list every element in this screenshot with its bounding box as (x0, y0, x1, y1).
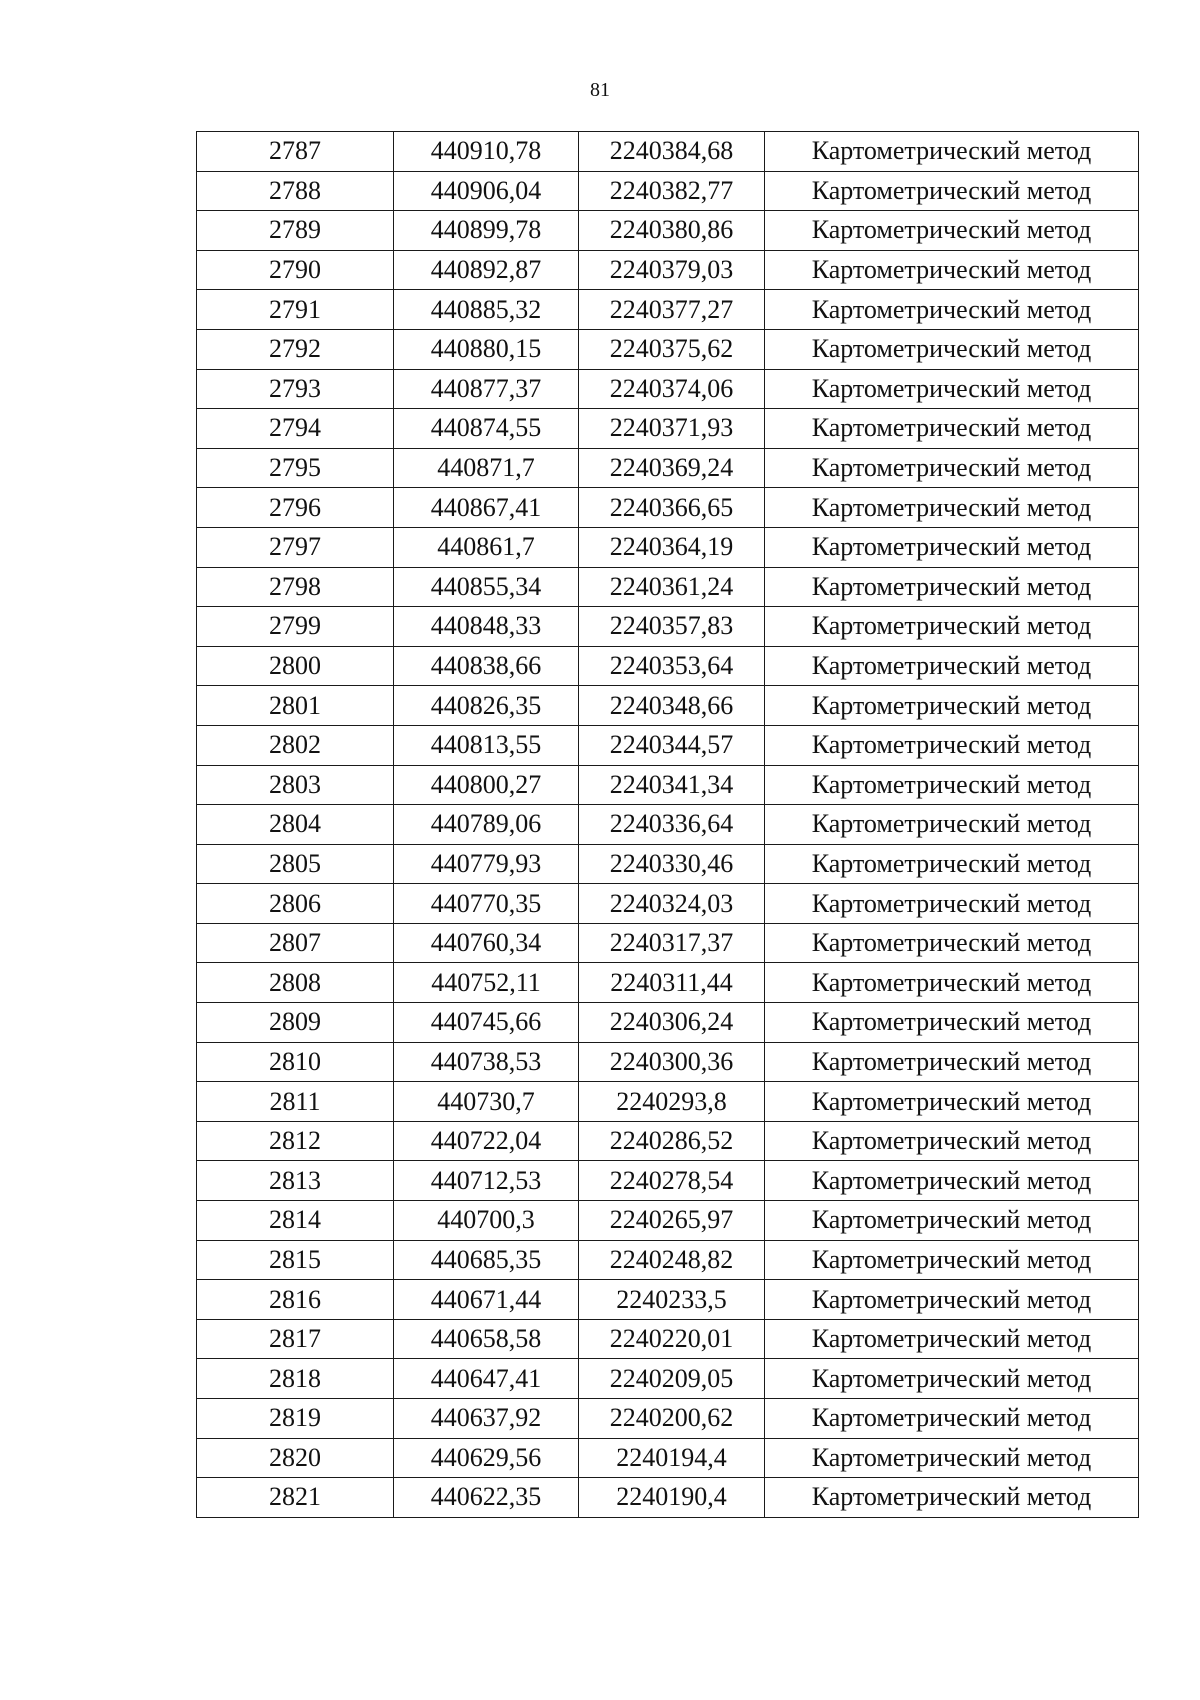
x-coordinate-cell: 440770,35 (394, 884, 579, 924)
x-coordinate-cell: 440722,04 (394, 1121, 579, 1161)
point-number-cell: 2808 (197, 963, 394, 1003)
x-coordinate-cell: 440867,41 (394, 488, 579, 528)
table-row (197, 963, 1139, 1003)
method-cell: Картометрический метод (765, 1280, 1139, 1320)
x-coordinate-cell: 440855,34 (394, 567, 579, 607)
method-cell: Картометрический метод (765, 567, 1139, 607)
method-cell: Картометрический метод (765, 607, 1139, 647)
y-coordinate-cell: 2240374,06 (579, 369, 765, 409)
x-coordinate-cell: 440622,35 (394, 1478, 579, 1518)
y-coordinate-cell: 2240233,5 (579, 1280, 765, 1320)
method-cell: Картометрический метод (765, 1319, 1139, 1359)
point-number-cell: 2789 (197, 211, 394, 251)
y-coordinate-cell: 2240265,97 (579, 1201, 765, 1241)
method-cell: Картометрический метод (765, 527, 1139, 567)
method-cell: Картометрический метод (765, 448, 1139, 488)
y-coordinate-cell: 2240300,36 (579, 1042, 765, 1082)
x-coordinate-cell: 440745,66 (394, 1003, 579, 1043)
y-coordinate-cell: 2240366,65 (579, 488, 765, 528)
y-coordinate-cell: 2240377,27 (579, 290, 765, 330)
table-row (197, 132, 1139, 172)
y-coordinate-cell: 2240278,54 (579, 1161, 765, 1201)
point-number-cell: 2791 (197, 290, 394, 330)
y-coordinate-cell: 2240379,03 (579, 250, 765, 290)
y-coordinate-cell: 2240364,19 (579, 527, 765, 567)
table-row (197, 290, 1139, 330)
y-coordinate-cell: 2240344,57 (579, 725, 765, 765)
y-coordinate-cell: 2240353,64 (579, 646, 765, 686)
point-number-cell: 2795 (197, 448, 394, 488)
x-coordinate-cell: 440752,11 (394, 963, 579, 1003)
point-number-cell: 2805 (197, 844, 394, 884)
y-coordinate-cell: 2240311,44 (579, 963, 765, 1003)
table-row (197, 1082, 1139, 1122)
y-coordinate-cell: 2240324,03 (579, 884, 765, 924)
point-number-cell: 2817 (197, 1319, 394, 1359)
method-cell: Картометрический метод (765, 1003, 1139, 1043)
x-coordinate-cell: 440861,7 (394, 527, 579, 567)
point-number-cell: 2793 (197, 369, 394, 409)
x-coordinate-cell: 440871,7 (394, 448, 579, 488)
method-cell: Картометрический метод (765, 884, 1139, 924)
table-row (197, 1201, 1139, 1241)
y-coordinate-cell: 2240357,83 (579, 607, 765, 647)
method-cell: Картометрический метод (765, 805, 1139, 845)
x-coordinate-cell: 440647,41 (394, 1359, 579, 1399)
y-coordinate-cell: 2240190,4 (579, 1478, 765, 1518)
table-row (197, 369, 1139, 409)
x-coordinate-cell: 440848,33 (394, 607, 579, 647)
table-row (197, 686, 1139, 726)
x-coordinate-cell: 440760,34 (394, 923, 579, 963)
point-number-cell: 2797 (197, 527, 394, 567)
method-cell: Картометрический метод (765, 488, 1139, 528)
table-row (197, 1399, 1139, 1439)
table-row (197, 884, 1139, 924)
table-row (197, 1359, 1139, 1399)
x-coordinate-cell: 440880,15 (394, 329, 579, 369)
table-row (197, 171, 1139, 211)
method-cell: Картометрический метод (765, 329, 1139, 369)
point-number-cell: 2815 (197, 1240, 394, 1280)
point-number-cell: 2811 (197, 1082, 394, 1122)
table-row (197, 765, 1139, 805)
x-coordinate-cell: 440658,58 (394, 1319, 579, 1359)
y-coordinate-cell: 2240336,64 (579, 805, 765, 845)
table-row (197, 250, 1139, 290)
y-coordinate-cell: 2240369,24 (579, 448, 765, 488)
method-cell: Картометрический метод (765, 1438, 1139, 1478)
table-row (197, 329, 1139, 369)
table-row (197, 1438, 1139, 1478)
method-cell: Картометрический метод (765, 963, 1139, 1003)
table-row (197, 1121, 1139, 1161)
y-coordinate-cell: 2240200,62 (579, 1399, 765, 1439)
y-coordinate-cell: 2240330,46 (579, 844, 765, 884)
x-coordinate-cell: 440906,04 (394, 171, 579, 211)
method-cell: Картометрический метод (765, 1399, 1139, 1439)
x-coordinate-cell: 440800,27 (394, 765, 579, 805)
x-coordinate-cell: 440826,35 (394, 686, 579, 726)
point-number-cell: 2819 (197, 1399, 394, 1439)
method-cell: Картометрический метод (765, 211, 1139, 251)
method-cell: Картометрический метод (765, 369, 1139, 409)
x-coordinate-cell: 440877,37 (394, 369, 579, 409)
point-number-cell: 2816 (197, 1280, 394, 1320)
table-row (197, 1478, 1139, 1518)
x-coordinate-cell: 440637,92 (394, 1399, 579, 1439)
table-row (197, 844, 1139, 884)
y-coordinate-cell: 2240306,24 (579, 1003, 765, 1043)
point-number-cell: 2812 (197, 1121, 394, 1161)
x-coordinate-cell: 440671,44 (394, 1280, 579, 1320)
method-cell: Картометрический метод (765, 250, 1139, 290)
point-number-cell: 2787 (197, 132, 394, 172)
table-row (197, 1042, 1139, 1082)
point-number-cell: 2802 (197, 725, 394, 765)
point-number-cell: 2800 (197, 646, 394, 686)
method-cell: Картометрический метод (765, 132, 1139, 172)
page-number: 81 (590, 79, 610, 101)
x-coordinate-cell: 440838,66 (394, 646, 579, 686)
point-number-cell: 2804 (197, 805, 394, 845)
x-coordinate-cell: 440910,78 (394, 132, 579, 172)
method-cell: Картометрический метод (765, 1042, 1139, 1082)
point-number-cell: 2798 (197, 567, 394, 607)
y-coordinate-cell: 2240361,24 (579, 567, 765, 607)
table-row (197, 646, 1139, 686)
x-coordinate-cell: 440629,56 (394, 1438, 579, 1478)
point-number-cell: 2788 (197, 171, 394, 211)
coordinates-table-body (197, 132, 1139, 1518)
method-cell: Картометрический метод (765, 1082, 1139, 1122)
y-coordinate-cell: 2240220,01 (579, 1319, 765, 1359)
x-coordinate-cell: 440813,55 (394, 725, 579, 765)
x-coordinate-cell: 440899,78 (394, 211, 579, 251)
x-coordinate-cell: 440885,32 (394, 290, 579, 330)
table-row (197, 923, 1139, 963)
method-cell: Картометрический метод (765, 686, 1139, 726)
point-number-cell: 2820 (197, 1438, 394, 1478)
table-row (197, 1161, 1139, 1201)
x-coordinate-cell: 440685,35 (394, 1240, 579, 1280)
method-cell: Картометрический метод (765, 1359, 1139, 1399)
table-row (197, 1240, 1139, 1280)
x-coordinate-cell: 440874,55 (394, 409, 579, 449)
method-cell: Картометрический метод (765, 1161, 1139, 1201)
point-number-cell: 2818 (197, 1359, 394, 1399)
y-coordinate-cell: 2240317,37 (579, 923, 765, 963)
table-row (197, 211, 1139, 251)
table-row (197, 488, 1139, 528)
method-cell: Картометрический метод (765, 725, 1139, 765)
point-number-cell: 2810 (197, 1042, 394, 1082)
table-row (197, 527, 1139, 567)
y-coordinate-cell: 2240293,8 (579, 1082, 765, 1122)
y-coordinate-cell: 2240371,93 (579, 409, 765, 449)
y-coordinate-cell: 2240375,62 (579, 329, 765, 369)
method-cell: Картометрический метод (765, 844, 1139, 884)
point-number-cell: 2821 (197, 1478, 394, 1518)
point-number-cell: 2813 (197, 1161, 394, 1201)
point-number-cell: 2796 (197, 488, 394, 528)
point-number-cell: 2794 (197, 409, 394, 449)
y-coordinate-cell: 2240248,82 (579, 1240, 765, 1280)
method-cell: Картометрический метод (765, 171, 1139, 211)
table-row (197, 725, 1139, 765)
method-cell: Картометрический метод (765, 290, 1139, 330)
method-cell: Картометрический метод (765, 1478, 1139, 1518)
table-row (197, 607, 1139, 647)
table-row (197, 805, 1139, 845)
method-cell: Картометрический метод (765, 1240, 1139, 1280)
x-coordinate-cell: 440789,06 (394, 805, 579, 845)
x-coordinate-cell: 440892,87 (394, 250, 579, 290)
y-coordinate-cell: 2240380,86 (579, 211, 765, 251)
table-row (197, 1319, 1139, 1359)
method-cell: Картометрический метод (765, 646, 1139, 686)
coordinates-table (196, 131, 1139, 1518)
x-coordinate-cell: 440730,7 (394, 1082, 579, 1122)
method-cell: Картометрический метод (765, 923, 1139, 963)
point-number-cell: 2792 (197, 329, 394, 369)
table-row (197, 1280, 1139, 1320)
y-coordinate-cell: 2240341,34 (579, 765, 765, 805)
table-row (197, 1003, 1139, 1043)
method-cell: Картометрический метод (765, 409, 1139, 449)
point-number-cell: 2799 (197, 607, 394, 647)
y-coordinate-cell: 2240194,4 (579, 1438, 765, 1478)
y-coordinate-cell: 2240286,52 (579, 1121, 765, 1161)
y-coordinate-cell: 2240382,77 (579, 171, 765, 211)
table-row (197, 448, 1139, 488)
point-number-cell: 2807 (197, 923, 394, 963)
y-coordinate-cell: 2240384,68 (579, 132, 765, 172)
method-cell: Картометрический метод (765, 1121, 1139, 1161)
point-number-cell: 2806 (197, 884, 394, 924)
point-number-cell: 2801 (197, 686, 394, 726)
table-row (197, 409, 1139, 449)
method-cell: Картометрический метод (765, 765, 1139, 805)
x-coordinate-cell: 440712,53 (394, 1161, 579, 1201)
y-coordinate-cell: 2240209,05 (579, 1359, 765, 1399)
y-coordinate-cell: 2240348,66 (579, 686, 765, 726)
method-cell: Картометрический метод (765, 1201, 1139, 1241)
x-coordinate-cell: 440700,3 (394, 1201, 579, 1241)
point-number-cell: 2814 (197, 1201, 394, 1241)
table-row (197, 567, 1139, 607)
point-number-cell: 2809 (197, 1003, 394, 1043)
point-number-cell: 2790 (197, 250, 394, 290)
x-coordinate-cell: 440779,93 (394, 844, 579, 884)
point-number-cell: 2803 (197, 765, 394, 805)
x-coordinate-cell: 440738,53 (394, 1042, 579, 1082)
